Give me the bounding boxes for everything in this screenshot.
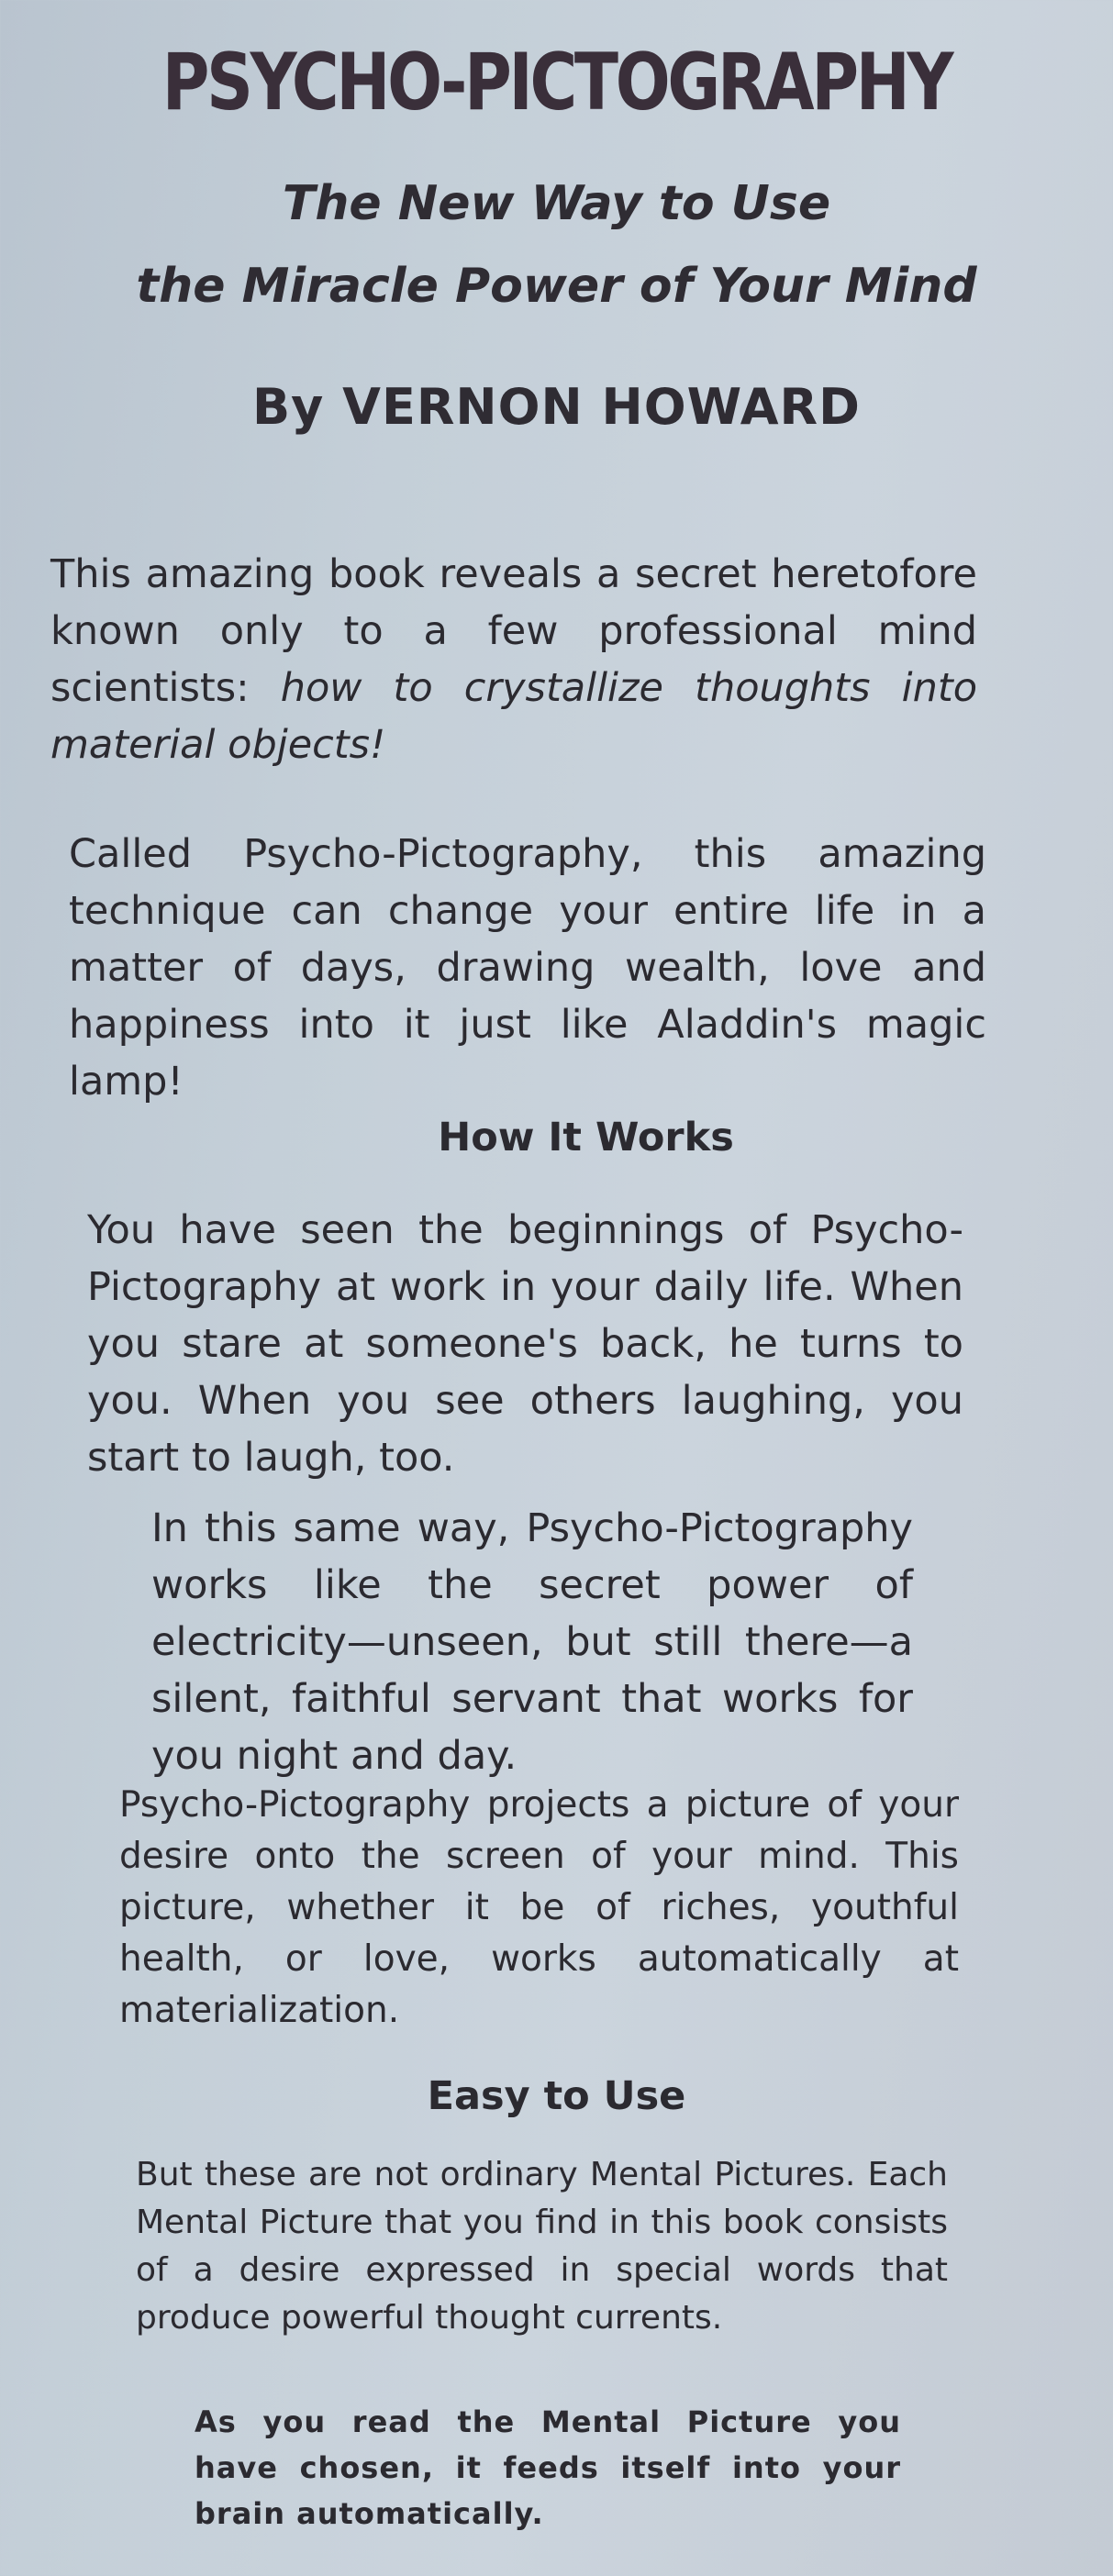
paragraph-electricity: In this same way, Psycho-Pictography works like the secret power of electricity—unseen, but still there—a silent, faithful servant that works for you night and day.: [151, 1505, 913, 1779]
subtitle-line-2: the Miracle Power of Your Mind: [136, 259, 977, 314]
heading-easy-to-use: Easy to Use: [427, 2073, 686, 2119]
intro-text: This amazing book reveals a secret heretofore known only to a few professional mind scientists:: [50, 551, 977, 711]
paragraph-mental-pictures: But these are not ordinary Mental Pictures. Each Mental Picture that you find in this book consists of a desire expressed in special words that produce powerful thought currents.: [136, 2156, 948, 2337]
subtitle-line-1: The New Way to Use: [282, 176, 831, 231]
book-title: PSYCHO-PICTOGRAPHY: [161, 37, 952, 128]
intro-emphasis: how to crystallize thoughts into material objects!: [50, 665, 978, 768]
heading-how-it-works: How It Works: [438, 1115, 734, 1160]
paragraph-daily-life: You have seen the beginnings of Psycho-Pictography at work in your daily life. When you stare at someone's back, he turns to you. When you see others laughing, you start to laugh, too.: [87, 1207, 963, 1481]
paragraph-projects-picture: Psycho-Pictography projects a picture of your desire onto the screen of your mind. This picture, whether it be of riches, youthful health, or love, works automatically at materialization.: [119, 1784, 959, 2031]
paragraph-technique: Called Psycho-Pictography, this amazing technique can change your entire life in a matter of days, drawing wealth, love and happiness into it just like Aladdin's magic lamp!: [69, 831, 986, 1105]
author-byline: By VERNON HOWARD: [252, 378, 861, 436]
intro-paragraph: [50, 546, 977, 773]
paragraph-feeds-brain: As you read the Mental Picture you have chosen, it feeds itself into your brain automatically.: [195, 2404, 901, 2531]
